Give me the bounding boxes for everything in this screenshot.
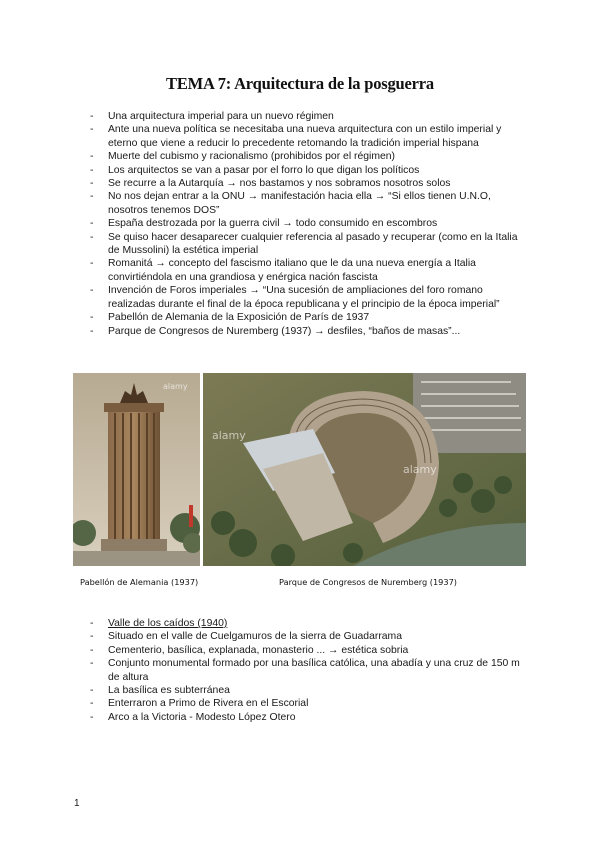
list-item: - Ante una nueva política se necesitaba una nueva arquitectura con un estilo imperial y eterno que viene a reducir lo precedente retomando la tradición imperial hispana (90, 123, 530, 150)
list-item: - Se recurre a la Autarquía → nos bastamos y nos sobramos nosotros solos (90, 177, 530, 190)
list-item: - Conjunto monumental formado por una basílica católica, una abadía y una cruz de 150 m de altura (90, 657, 530, 684)
list-item: - Muerte del cubismo y racionalismo (prohibidos por el régimen) (90, 150, 530, 163)
list-item: - No nos dejan entrar a la ONU → manifestación hacia ella → “Si ellos tienen U.N.O, nosotros tenemos DOS” (90, 190, 530, 217)
list-item: - Se quiso hacer desaparecer cualquier referencia al pasado y recuperar (como en la Italia de Mussolini) la estética imperial (90, 231, 530, 258)
caption-german-pavilion: Pabellón de Alemania (1937) (80, 577, 199, 587)
list-item: - Enterraron a Primo de Rivera en el Escorial (90, 697, 530, 710)
list-item: - Romanitá → concepto del fascismo italiano que le da una nueva energía a Italia convirtiéndola en una grandiosa y enérgica nación fascista (90, 257, 530, 284)
list-item: - La basílica es subterránea (90, 684, 530, 697)
watermark-text: alamy (403, 463, 437, 476)
list-item: - Una arquitectura imperial para un nuevo régimen (90, 110, 530, 123)
list-item: - Pabellón de Alemania de la Exposición de París de 1937 (90, 311, 530, 324)
list-item: - Cementerio, basílica, explanada, monasterio ... → estética sobria (90, 644, 530, 657)
bullet-list-valle (90, 617, 530, 724)
list-item-heading (90, 617, 530, 630)
caption-nuremberg: Parque de Congresos de Nuremberg (1937) (279, 577, 457, 587)
photo-german-pavilion (73, 373, 200, 566)
watermark-text: alamy (212, 429, 246, 442)
list-item: - Los arquitectos se van a pasar por el forro lo que digan los políticos (90, 164, 530, 177)
page-number: 1 (74, 798, 80, 809)
list-item: - Invención de Foros imperiales → “Una sucesión de ampliaciones del foro romano realizadas durante el final de la época republicana y el principio de la época imperial” (90, 284, 530, 311)
list-item: - Parque de Congresos de Nuremberg (1937) → desfiles, “baños de masas”... (90, 325, 530, 338)
list-item: - España destrozada por la guerra civil → todo consumido en escombros (90, 217, 530, 230)
page-title: TEMA 7: Arquitectura de la posguerra (166, 74, 434, 93)
list-item: - Situado en el valle de Cuelgamuros de la sierra de Guadarrama (90, 630, 530, 643)
watermark-text: alamy (163, 382, 188, 391)
photo-nuremberg-congress-hall (203, 373, 526, 566)
underlined-heading: Valle de los caídos (1940) (108, 618, 228, 629)
bullet-list-main (90, 110, 530, 338)
list-item: - Arco a la Victoria - Modesto López Otero (90, 711, 530, 724)
